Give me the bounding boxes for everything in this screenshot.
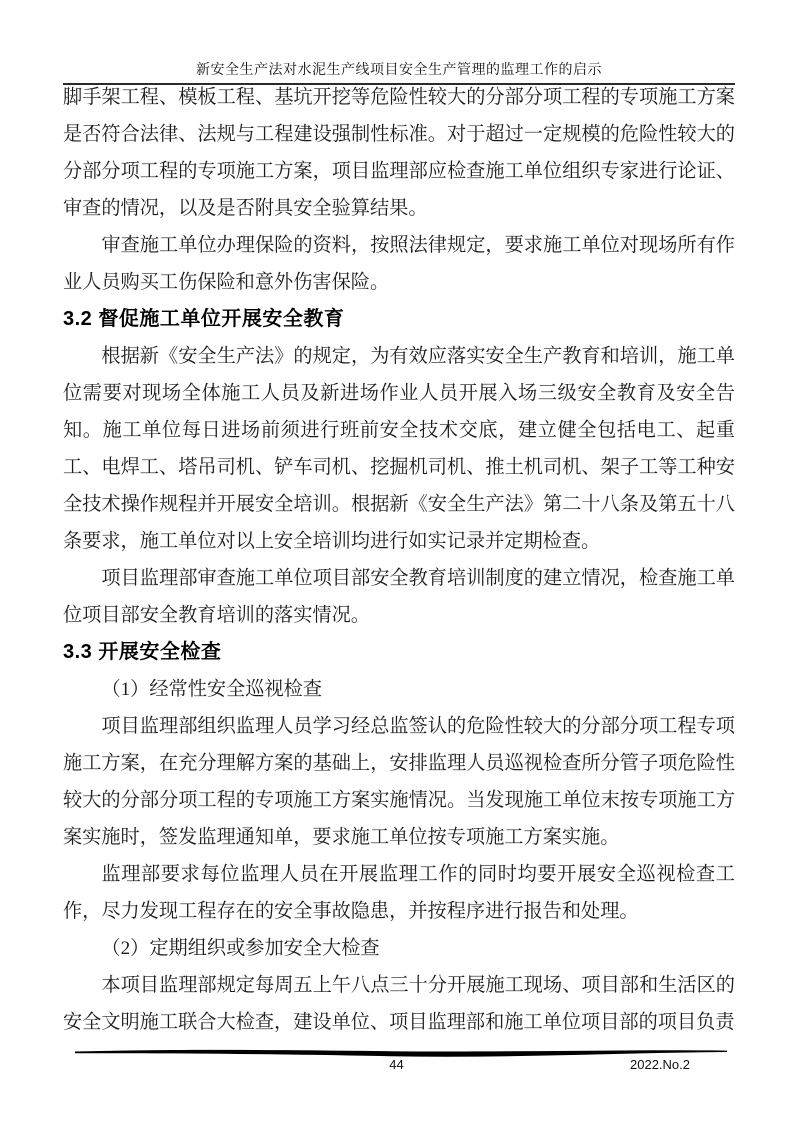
section-heading-3-3: 3.3 开展安全检查 [63, 641, 222, 663]
list-item-1: （1）经常性安全巡视检查 [101, 679, 323, 700]
page-number: 44 [389, 1057, 404, 1072]
running-header-title: 新安全生产法对水泥生产线项目安全生产管理的监理工作的启示 [196, 63, 602, 78]
article-body [63, 79, 735, 1041]
body-paragraph: 监理部要求每位监理人员在开展监理工作的同时均要开展安全巡视检查工作，尽力发现工程存在的安全事故隐患，并按程序进行报告和处理。 [63, 864, 735, 922]
body-paragraph: 项目监理部组织监理人员学习经总监签认的危险性较大的分部分项工程专项施工方案，在充分理解方案的基础上，安排监理人员巡视检查所分管子项危险性较大的分部分项工程的专项施工方案实施情况。当发现施工单位末按专项施工方案实施时，签发监理通知单，要求施工单位按专项施工方案实施。 [63, 716, 735, 848]
body-paragraph: 脚手架工程、模板工程、基坑开挖等危险性较大的分部分项工程的专项施工方案是否符合法律、法规与工程建设强制性标准。对于超过一定规模的危险性较大的分部分项工程的专项施工方案，项目监理部应检查施工单位组织专家进行论证、审查的情况，以及是否附具安全验算结果。 [63, 87, 735, 219]
body-paragraph: 项目监理部审查施工单位项目部安全教育培训制度的建立情况，检查施工单位项目部安全教育培训的落实情况。 [63, 568, 735, 626]
journal-issue-label: 2022.No.2 [630, 1057, 690, 1072]
body-paragraph: 根据新《安全生产法》的规定，为有效应落实安全生产教育和培训，施工单位需要对现场全体施工人员及新进场作业人员开展入场三级安全教育及安全告知。施工单位每日进场前须进行班前安全技术交底，建立健全包括电工、起重工、电焊工、塔吊司机、铲车司机、挖掘机司机、推土机司机、架子工等工种安全技术操作规程并开展安全培训。根据新《安全生产法》第二十八条及第五十八条要求，施工单位对以上安全培训均进行如实记录并定期检查。 [63, 346, 735, 552]
body-paragraph: 本项目监理部规定每周五上午八点三十分开展施工现场、项目部和生活区的安全文明施工联合大检查，建设单位、项目监理部和施工单位项目部的项目负责 [63, 975, 735, 1033]
list-item-2: （2）定期组织或参加安全大检查 [101, 938, 380, 959]
section-heading-3-2: 3.2 督促施工单位开展安全教育 [63, 308, 345, 330]
body-paragraph: 审查施工单位办理保险的资料，按照法律规定，要求施工单位对现场所有作业人员购买工伤保险和意外伤害保险。 [63, 235, 735, 293]
